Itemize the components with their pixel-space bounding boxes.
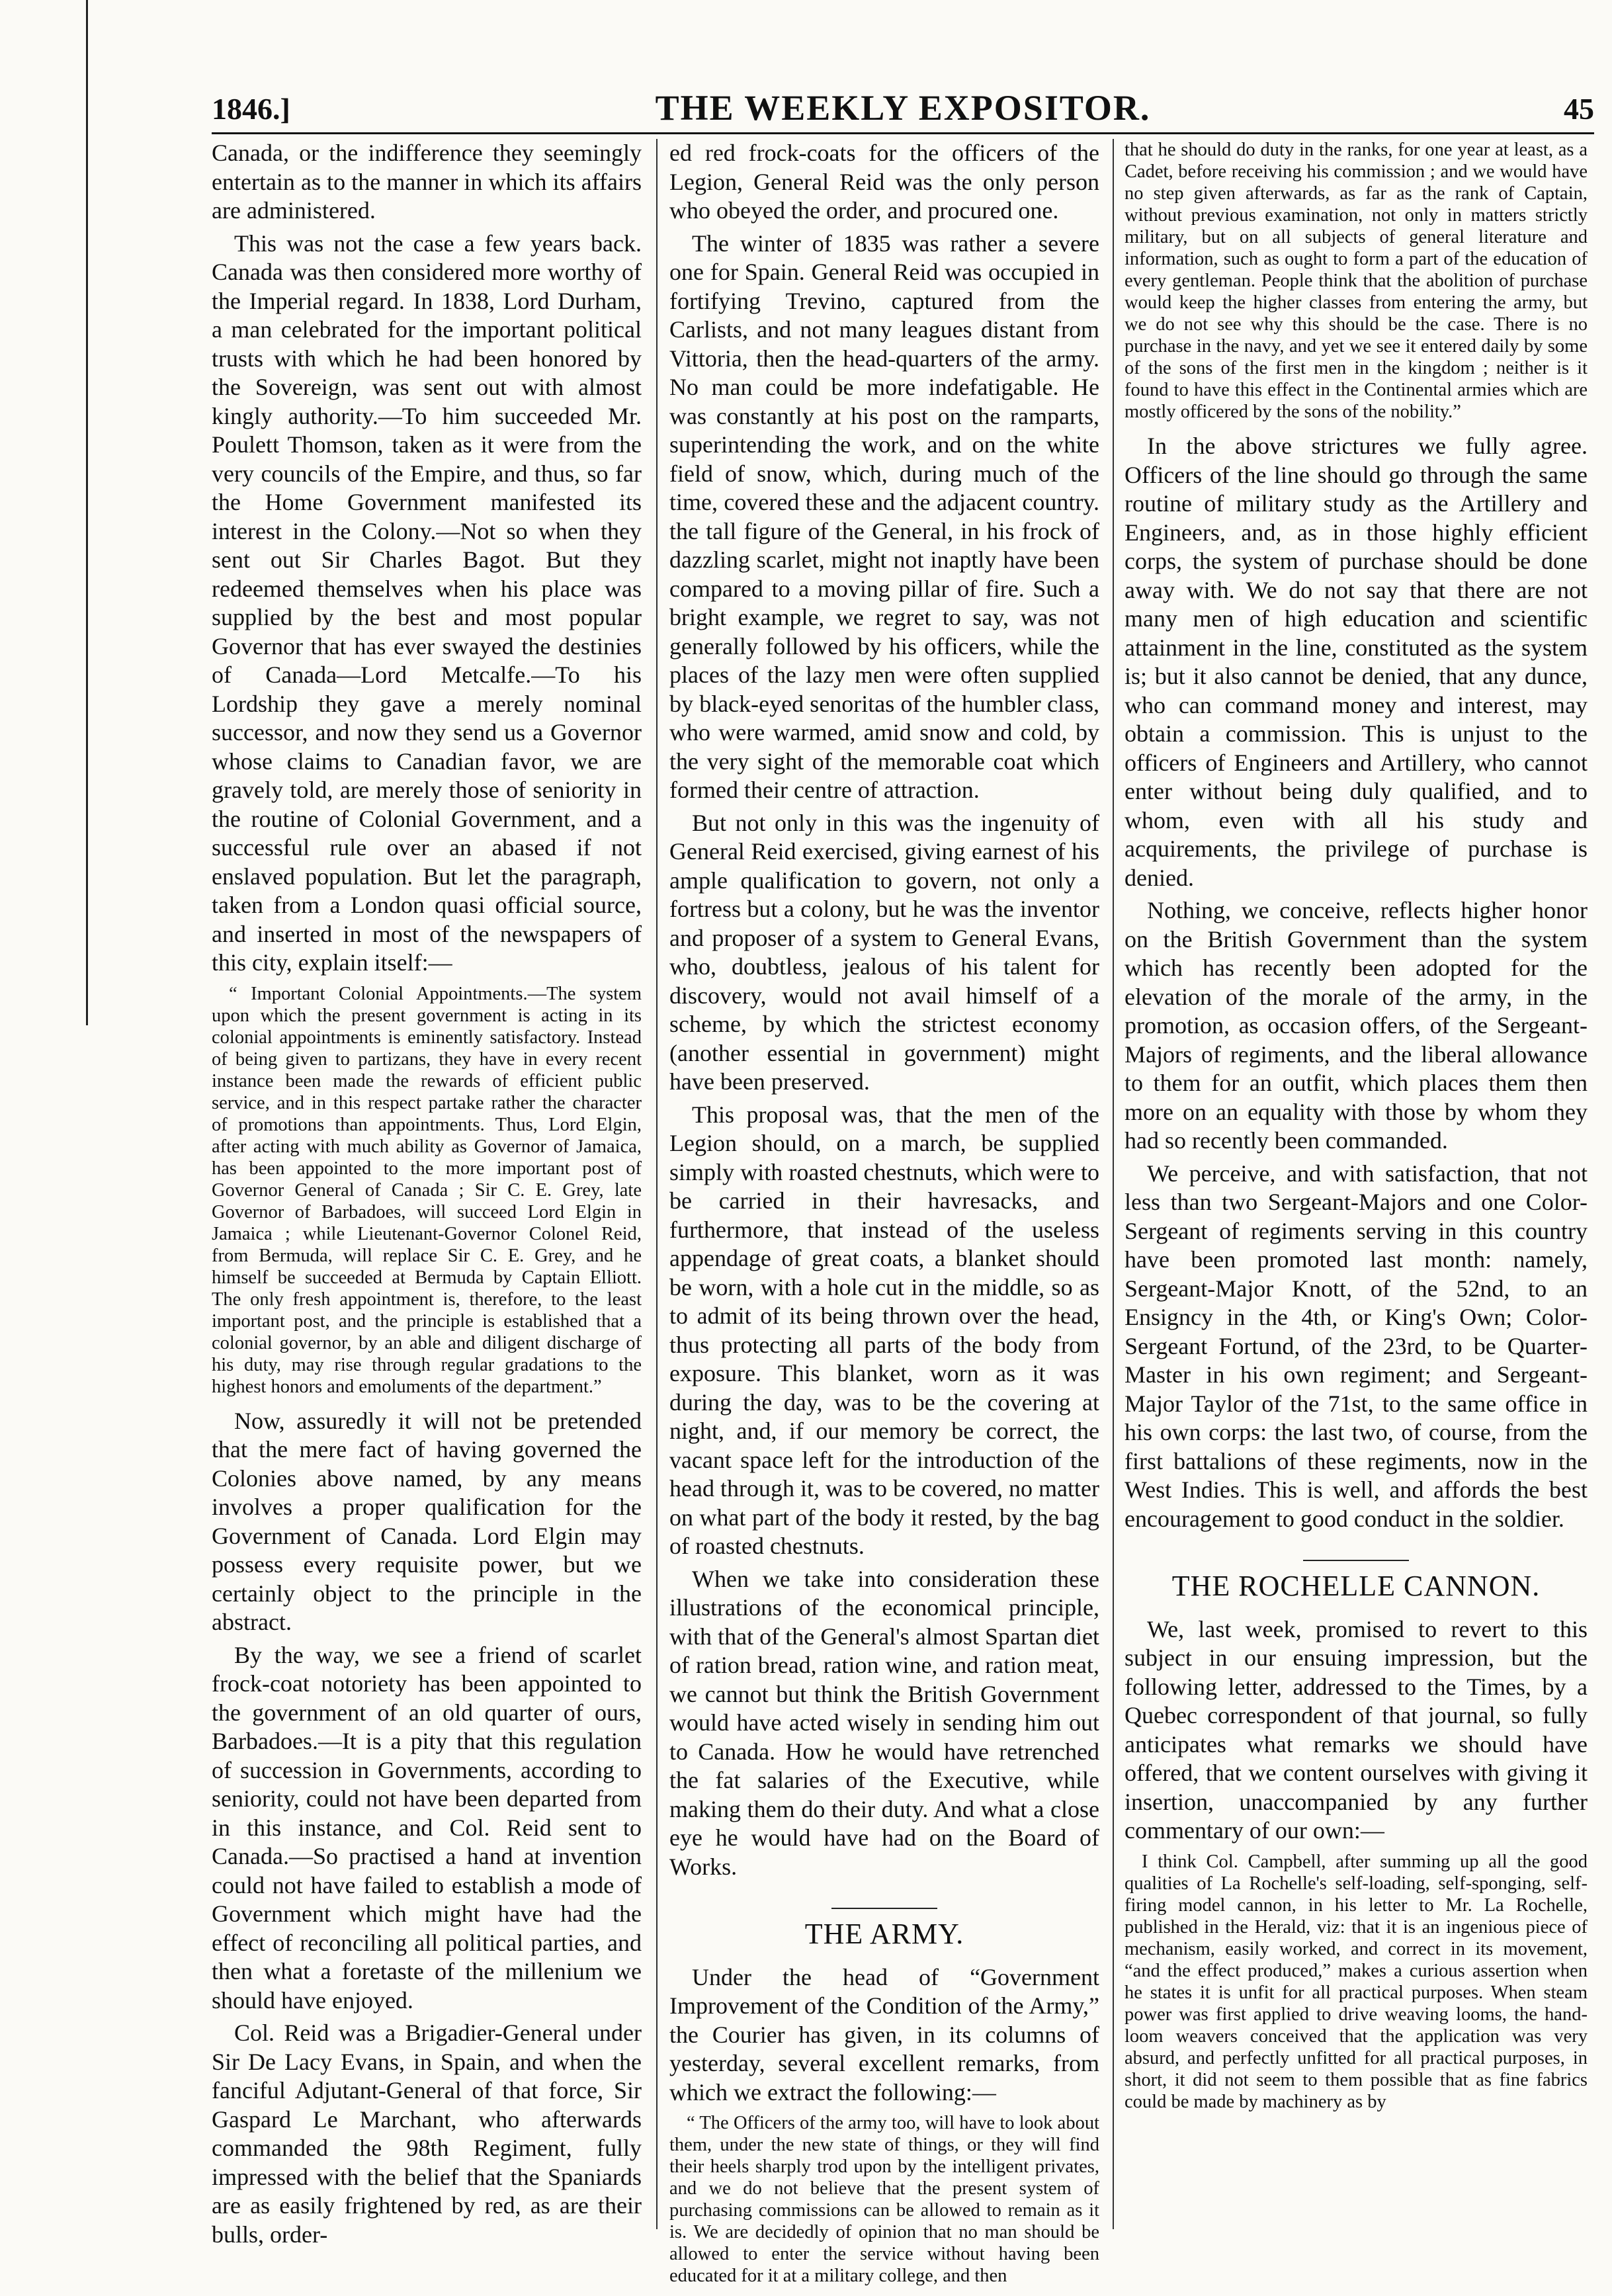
- newspaper-title: THE WEEKLY EXPOSITOR.: [655, 88, 1151, 128]
- paragraph: We, last week, promised to revert to this subject in our ensuing impression, but the following letter, addressed to the Times, by a Quebec correspondent of that journal, so fully anticipates what remarks we should have offered, that we content ourselves with giving it insertion, unaccompanied by any further commentary of our own:—: [1124, 1615, 1588, 1844]
- paragraph: The winter of 1835 was rather a severe one for Spain. General Reid was occupied in fortifying Trevino, captured from the Carlists, and not many leagues distant from Vittoria, then the head-quarters of the army. No man could be more indefatigable. He was constantly at his post on the ramparts, superintending the work, and on the white field of snow, which, during much of the time, covered these and the adjacent country. the tall figure of the General, in his frock of dazzling scarlet, might not inaptly have been compared to a moving pillar of fire. Such a bright example, we regret to say, was not generally followed by his officers, while the places of the lazy men were often supplied by black-eyed senoritas of the humbler class, who were warmed, amid snow and cold, by the very sight of the memorable coat which formed their centre of attraction.: [669, 230, 1099, 803]
- paragraph: By the way, we see a friend of scarlet frock-coat notoriety has been appointed to the government of an old quarter of ours, Barbadoes.—It is a pity that this regulation of succession in Governments, according to seniority, could not have been departed from in this instance, and Col. Reid sent to Canada.—So practised a hand at invention could not have failed to establish a mode of Government which might have had the effect of reconciling all political parties, and then what a foretaste of the millenium we should have enjoyed.: [212, 1641, 642, 2014]
- margin-rule: [86, 0, 88, 1025]
- column-1: [212, 139, 642, 2253]
- header-rule: [212, 132, 1594, 134]
- paragraph: This proposal was, that the men of the Legion should, on a march, be supplied simply with roasted chestnuts, which were to be carried in their havresacks, and furthermore, that instead of the useless appendage of great coats, a blanket should be worn, with a hole cut in the middle, so as to admit of its being thrown over the head, thus protecting all parts of the body from exposure. This blanket, worn as it was during the day, was to be the covering at night, and, if our memory be correct, the vacant space left for the introduction of the head through it, was to be covered, no matter on what part of the body it rested, by the bag of roasted chestnuts.: [669, 1101, 1099, 1559]
- paragraph: Col. Reid was a Brigadier-General under Sir De Lacy Evans, in Spain, and when the fanciful Adjutant-General of that force, Sir Gaspard Le Marchant, who afterwards commanded the 98th Regiment, fully impressed with the belief that the Spaniards are as easily frightened by red, as are their bulls, order-: [212, 2020, 642, 2248]
- paragraph: When we take into consideration these illustrations of the economical principle, with that of the General's almost Spartan diet of ration bread, ration wine, and ration meat, we cannot but think the British Government would have acted wisely in sending him out to Canada. How he would have retrenched the fat salaries of the Executive, while making them do their duty. And what a close eye he would have had on the Board of Works.: [669, 1565, 1099, 1880]
- paragraph: Now, assuredly it will not be pretended that the mere fact of having governed the Colonies above named, by any means involves a proper qualification for the Government of Canada. Lord Elgin may possess every requisite power, but we certainly object to the principle in the abstract.: [212, 1407, 642, 1635]
- header-year: 1846.]: [212, 92, 290, 126]
- paragraph: But not only in this was the ingenuity of General Reid exercised, giving earnest of his ample qualification to govern, not only a fortress but a colony, but he was the inventor and proposer of a system to General Evans, who, doubtless, jealous of his talent for discovery, would not avail himself of a scheme, by which the strictest economy (another essential in government) might have been preserved.: [669, 809, 1099, 1095]
- paragraph: ed red frock-coats for the officers of the Legion, General Reid was the only person who obeyed the order, and procured one.: [669, 140, 1099, 224]
- column-rule: [656, 139, 658, 2229]
- column-2: [669, 139, 1099, 2296]
- section-heading: [669, 1898, 1099, 1949]
- heading-rule: [831, 1908, 937, 1909]
- paragraph: In the above strictures we fully agree. Officers of the line should go through the same routine of military study as the Artillery and Engineers, and, as in those highly efficient corps, the system of purchase should be done away with. We do not say that there are not many men of high education and scientific attainment in the line, constituted as the system is; but it also cannot be denied, that any dunce, who can command money and interest, may obtain a commission. This is unjust to the officers of Engineers and Artillery, who cannot enter without being duly qualified, and to whom, even with all his study and acquirements, the privilege of purchase is denied.: [1124, 433, 1588, 891]
- paragraph: Canada, or the indifference they seemingly entertain as to the manner in which its affairs are administered.: [212, 140, 642, 224]
- section-heading-text: THE ROCHELLE CANNON.: [1171, 1570, 1541, 1602]
- quoted-extract: “ The Officers of the army too, will have to look about them, under the new state of things, or they will find their heels sharply trod upon by the intelligent privates, and we do not believe that the present system of purchasing commissions can be allowed to remain as it is. We are decidedly of opinion that no man should be allowed to enter the service without having been educated for it at a military college, and then: [669, 2113, 1099, 2286]
- paragraph: Nothing, we conceive, reflects higher honor on the British Government than the system which has recently been adopted for the elevation of the morale of the army, in the promotion, as occasion offers, of the Sergeant-Majors of regiments, and the liberal allowance to them for an outfit, which places them then more on an equality with those by whom they had so recently been commanded.: [1124, 897, 1588, 1154]
- paragraph: We perceive, and with satisfaction, that not less than two Sergeant-Majors and one Color-Sergeant of regiments serving in this country have been promoted last month: namely, Sergeant-Major Knott, of the 52nd, to an Ensigncy in the 4th, or King's Own; Color-Sergeant Fortund, of the 23rd, to be Quarter-Master in his own regiment; and Sergeant-Major Taylor of the 71st, to the same office in his own corps: the last two, of course, from the first battalions of these regiments, now in the West Indies. This is well, and affords the best encouragement to good conduct in the soldier.: [1124, 1160, 1588, 1532]
- paragraph: This was not the case a few years back. Canada was then considered more worthy of the Imperial regard. In 1838, Lord Durham, a man celebrated for the important political trusts with which he had been honored by the Sovereign, was sent out with almost kingly authority.—To him succeeded Mr. Poulett Thomson, taken as it were from the very councils of the Empire, and thus, so far the Home Government manifested its interest in the Colony.—Not so when they sent out Sir Charles Bagot. But they redeemed themselves when his place was supplied by the best and most popular Governor that has ever swayed the destinies of Canada—Lord Metcalfe.—To his Lordship they gave a merely nominal successor, and now they send us a Governor whose claims to Canadian favor, we are gravely told, are merely those of seniority in the routine of Colonial Government, and a successful rule over an abased if not enslaved population. But let the paragraph, taken from a London quasi official source, and inserted in most of the newspapers of this city, explain itself:—: [212, 230, 642, 976]
- quoted-extract: I think Col. Campbell, after summing up all the good qualities of La Rochelle's self-loading, self-sponging, self-firing model cannon, in his letter to Mr. La Rochelle, published in the Herald, viz: that it is an ingenious piece of mechanism, easily worked, and correct in its movement, “and the effect produced,” makes a curious assertion when he states it is unfit for all practical purposes. When steam power was first applied to drive weaving looms, the hand-loom weavers conceived that the application was very absurd, and perfectly unfitted for all practical purposes, in short, it did not seem to them possible that as fine fabrics could be made by machinery as by: [1124, 1851, 1588, 2112]
- column-3: [1124, 139, 1588, 2122]
- paragraph: Under the head of “Government Improvement of the Condition of the Army,” the Courier has given, in its columns of yesterday, several excellent remarks, from which we extract the following:—: [669, 1963, 1099, 2105]
- quoted-extract: that he should do duty in the ranks, for one year at least, as a Cadet, before receiving his commission ; and we would have no step given afterwards, as far as the rank of Captain, without previous examination, not only in matters strictly military, but on all subjects of general literature and information, such as ought to form a part of the education of every gentleman. People think that the abolition of purchase would keep the higher classes from entering the army, but we do not see why this should be the case. There is no purchase in the navy, and yet we see it entered daily by some of the sons of the first men in the kingdom ; neither is it found to have this effect in the Continental armies which are mostly officered by the sons of the nobility.”: [1124, 140, 1588, 422]
- column-rule: [1113, 139, 1114, 2229]
- page-header: [212, 86, 1594, 132]
- quoted-extract: “ Important Colonial Appointments.—The system upon which the present government is acting in its colonial appointments is eminently satisfactory. Instead of being given to partizans, they have in every recent instance been made the rewards of efficient public service, and in this respect partake rather the character of promotions than appointments. Thus, Lord Elgin, after acting with much ability as Governor of Jamaica, has been appointed to the more important post of Governor General of Canada ; Sir C. E. Grey, late Governor of Barbadoes, will succeed Lord Elgin in Jamaica ; while Lieutenant-Governor Colonel Reid, from Bermuda, will replace Sir C. E. Grey, and he himself be succeeded at Bermuda by Captain Elliott. The only fresh appointment is, therefore, to the least important post, and the principle is established that a colonial governor, by an able and diligent discharge of his duty, may rise through regular gradations to the highest honors and emoluments of the department.”: [212, 983, 642, 1397]
- section-heading: [1124, 1551, 1588, 1601]
- page-number: 45: [1564, 92, 1594, 126]
- heading-rule: [1303, 1560, 1409, 1561]
- section-heading-text: THE ARMY.: [804, 1918, 964, 1950]
